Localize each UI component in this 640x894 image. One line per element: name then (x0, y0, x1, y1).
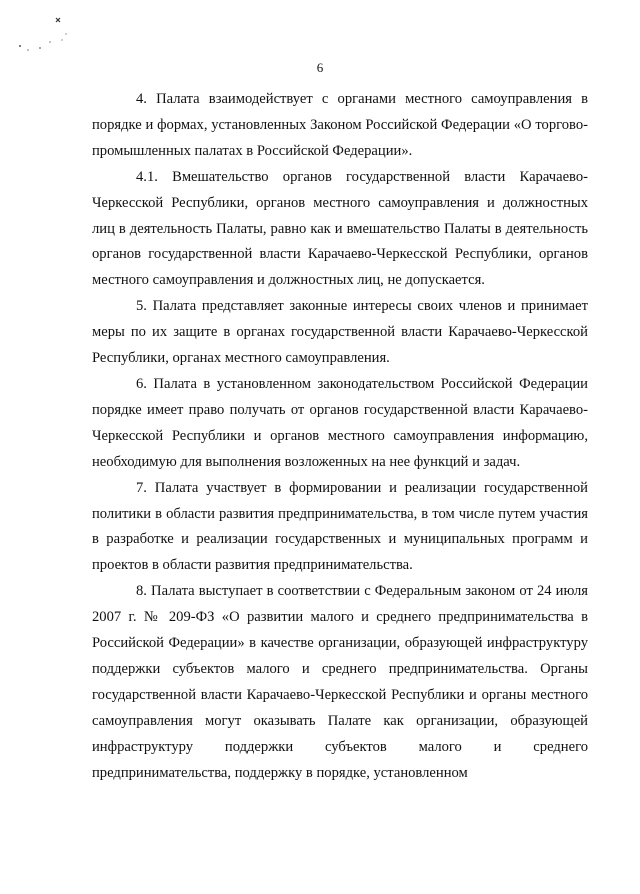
paragraph-8: 8. Палата выступает в соответствии с Федеральным законом от 24 июля 2007 г. № 209-ФЗ «О развитии малого и среднего предпринимательства в Российской Федерации» в качестве организации, образующей инфраструктуру поддержки субъектов малого и среднего предпринимательства. Органы государственной власти Карачаево-Черкесской Республики и органы местного самоуправления могут оказывать Палате как организации, образующей инфраструктуру поддержки субъектов малого и среднего предпринимательства, поддержку в порядке, установленном (92, 583, 588, 781)
scan-speck-marks (16, 14, 76, 54)
paragraph-4-1: 4.1. Вмешательство органов государственной власти Карачаево-Черкесской Республики, органов местного самоуправления и должностных лиц в деятельность Палаты, равно как и вмешательство Палаты в деятельность органов государственной власти Карачаево-Черкесской Республики, органов местного самоуправления и должностных лиц, не допускается. (92, 168, 588, 289)
paragraph-4: 4. Палата взаимодействует с органами местного самоуправления в порядке и формах, установленных Законом Российской Федерации «О торгово-промышленных палатах в Российской Федерации». (92, 91, 588, 159)
paragraph-6: 6. Палата в установленном законодательством Российской Федерации порядке имеет право получать от органов государственной власти Карачаево-Черкесской Республики и органов местного самоуправления информацию, необходимую для выполнения возложенных на нее функций и задач. (92, 375, 588, 470)
paragraph-7: 7. Палата участвует в формировании и реализации государственной политики в области развития предпринимательства, в том числе путем участия в разработке и реализации государственных и муниципальных программ и проектов в области развития предпринимательства. (92, 479, 588, 574)
document-body (92, 87, 588, 786)
page-number: 6 (316, 60, 324, 75)
paragraph-5: 5. Палата представляет законные интересы своих членов и принимает меры по их защите в органах государственной власти Карачаево-Черкесской Республики, органах местного самоуправления. (92, 298, 588, 367)
